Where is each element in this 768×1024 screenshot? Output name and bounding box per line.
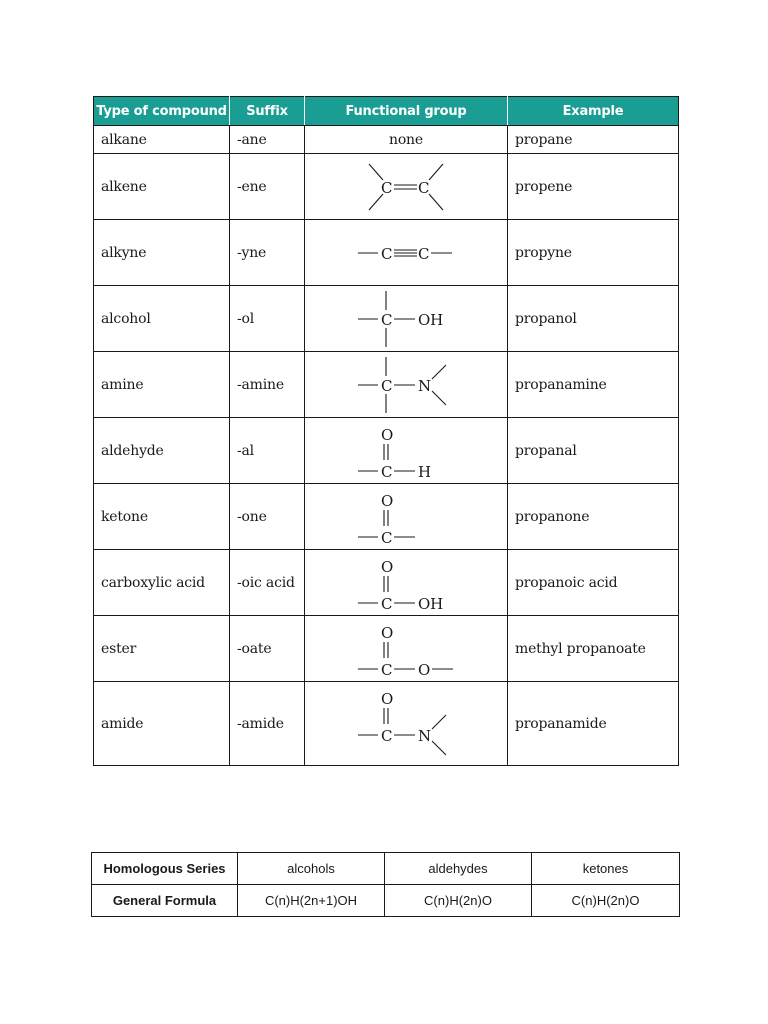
compound-type: aldehyde [94,418,230,484]
table-row [94,220,679,286]
table-row [94,484,679,550]
svg-text:C: C [418,178,430,197]
header-example: Example [508,97,679,126]
svg-text:C: C [381,376,393,395]
functional-group [305,352,508,418]
svg-text:C: C [381,594,393,613]
table-cell: C(n)H(2n)O [532,885,680,917]
svg-text:N: N [418,376,431,395]
svg-text:C: C [381,462,393,481]
svg-text:H: H [418,462,431,481]
functional-groups-table [93,96,679,766]
functional-group [305,286,508,352]
table-cell: alcohols [238,853,385,885]
functional-group [305,154,508,220]
compound-type: alkene [94,154,230,220]
header-type: Type of compound [94,97,230,126]
suffix: -al [230,418,305,484]
functional-group [305,682,508,766]
header-suffix: Suffix [230,97,305,126]
functional-group [305,418,508,484]
svg-text:O: O [381,689,394,708]
svg-text:O: O [381,425,394,444]
svg-text:OH: OH [418,594,443,613]
ketone-structure [305,486,508,548]
table-header-row [94,97,679,126]
table-row [94,352,679,418]
compound-type: amine [94,352,230,418]
example: propanoic acid [508,550,679,616]
table-cell: ketones [532,853,680,885]
svg-text:C: C [381,244,393,263]
alcohol-structure [305,288,508,350]
row-header: Homologous Series [92,853,238,885]
svg-text:C: C [418,244,430,263]
svg-text:O: O [381,623,394,642]
row-header: General Formula [92,885,238,917]
table-row [94,418,679,484]
compound-type: carboxylic acid [94,550,230,616]
suffix: -ene [230,154,305,220]
ester-structure [305,618,508,680]
compound-type: ketone [94,484,230,550]
suffix: -oic acid [230,550,305,616]
example: propanone [508,484,679,550]
svg-text:C: C [381,178,393,197]
amide-structure [305,684,508,764]
example: methyl propanoate [508,616,679,682]
suffix: -amine [230,352,305,418]
suffix: -oate [230,616,305,682]
functional-group [305,484,508,550]
functional-group-text: none [305,126,508,154]
table-row [94,550,679,616]
table-cell: C(n)H(2n+1)OH [238,885,385,917]
table-row [92,885,680,917]
alkyne-structure [305,222,508,284]
svg-text:C: C [381,310,393,329]
alkene-structure [305,156,508,218]
compound-type: amide [94,682,230,766]
compound-type: alkyne [94,220,230,286]
table-row [94,616,679,682]
aldehyde-structure [305,420,508,482]
table-row [94,126,679,154]
functional-group [305,550,508,616]
carboxylic-acid-structure [305,552,508,614]
table-row [92,853,680,885]
svg-text:O: O [381,557,394,576]
example: propanamide [508,682,679,766]
amine-structure [305,354,508,416]
example: propene [508,154,679,220]
table-row [94,682,679,766]
example: propanal [508,418,679,484]
svg-text:N: N [418,726,431,745]
suffix: -yne [230,220,305,286]
table-cell: C(n)H(2n)O [385,885,532,917]
svg-text:OH: OH [418,310,443,329]
suffix: -one [230,484,305,550]
svg-text:O: O [418,660,431,679]
suffix: -ol [230,286,305,352]
table-row [94,154,679,220]
compound-type: alcohol [94,286,230,352]
functional-group [305,220,508,286]
table-row [94,286,679,352]
svg-text:O: O [381,491,394,510]
table-cell: aldehydes [385,853,532,885]
svg-text:C: C [381,660,393,679]
example: propane [508,126,679,154]
homologous-series-table [91,852,680,917]
example: propyne [508,220,679,286]
suffix: -amide [230,682,305,766]
compound-type: ester [94,616,230,682]
example: propanamine [508,352,679,418]
svg-text:C: C [381,726,393,745]
header-group: Functional group [305,97,508,126]
suffix: -ane [230,126,305,154]
compound-type: alkane [94,126,230,154]
functional-group [305,616,508,682]
example: propanol [508,286,679,352]
svg-text:C: C [381,528,393,547]
